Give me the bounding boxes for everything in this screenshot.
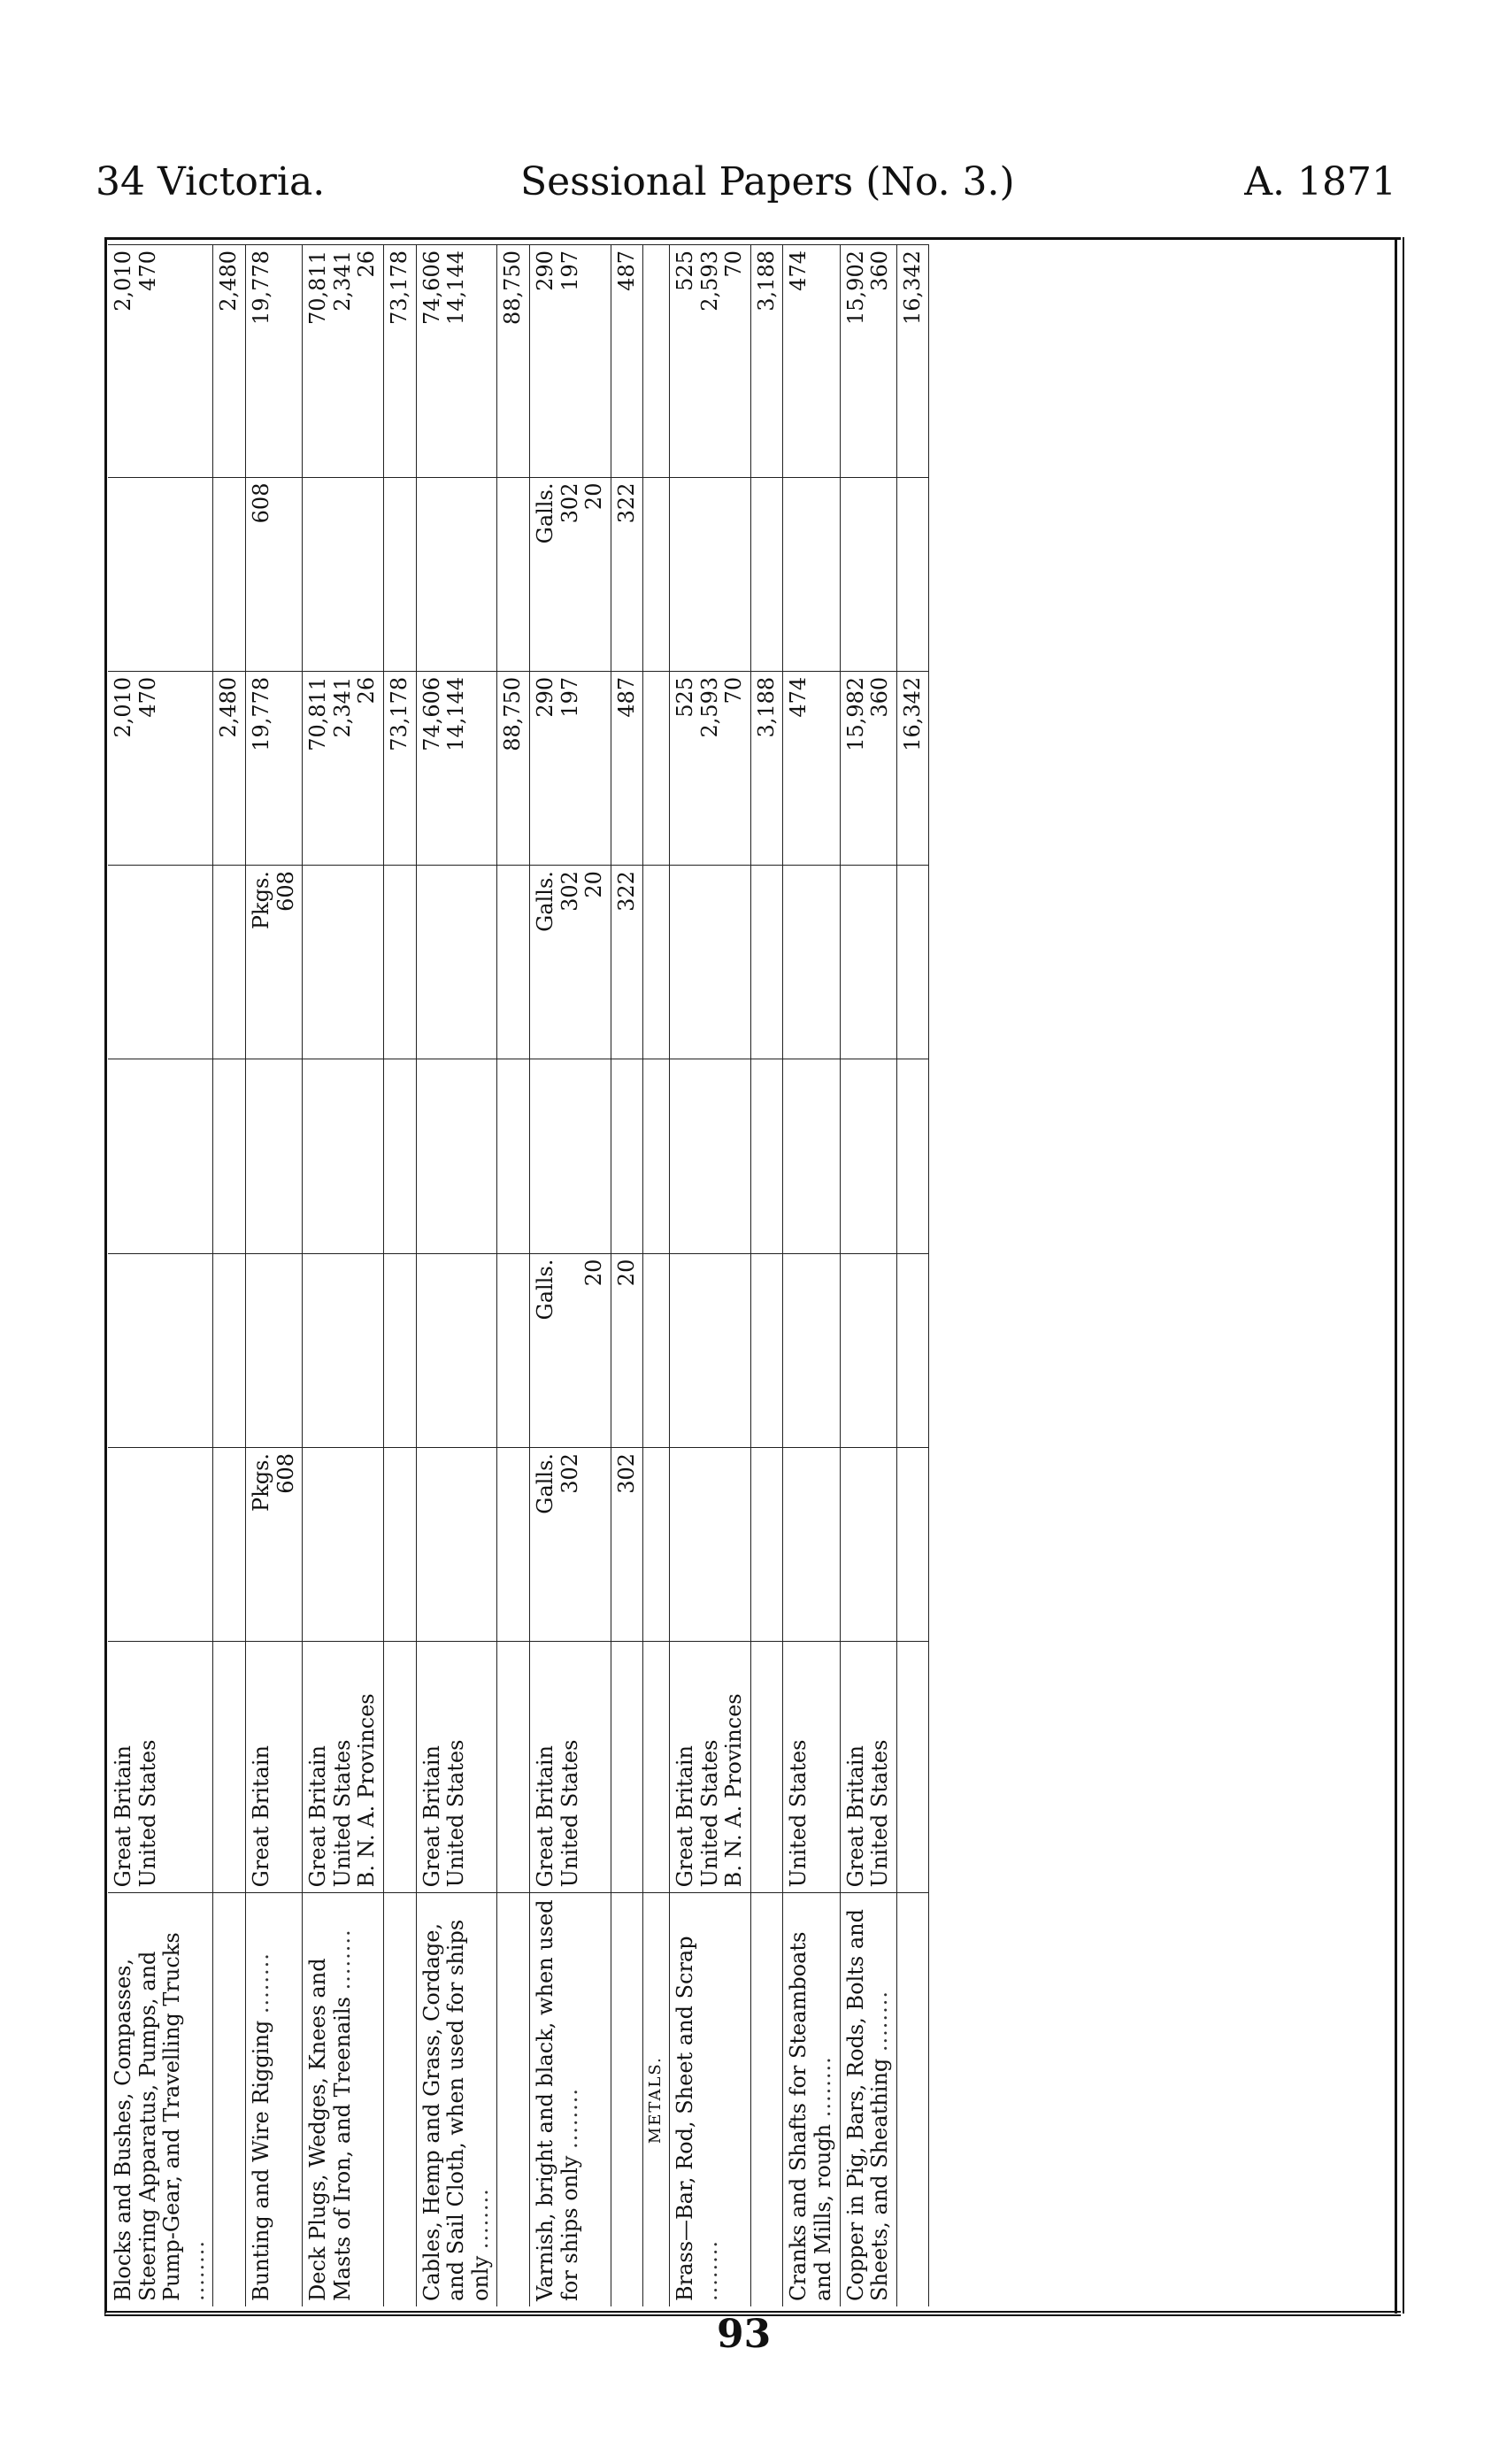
- c5-value: 14,144: [443, 676, 469, 751]
- value-cell-c3: [669, 1059, 750, 1253]
- value-cell-c1: [783, 1447, 840, 1641]
- country-cell: [108, 1642, 213, 1893]
- total-cell-c1: [750, 1447, 783, 1641]
- c1-unit: Pkgs.: [248, 1452, 273, 1512]
- total-row: [611, 245, 643, 2307]
- country-value: Great Britain: [248, 1745, 273, 1888]
- total-cell-c7: 2,480: [213, 245, 246, 478]
- country-value: United States: [329, 1739, 355, 1888]
- c7-value: 70: [721, 250, 747, 278]
- ledger-body: [108, 245, 929, 2307]
- value-cell-c6: [529, 477, 611, 671]
- value-cell-c6: [669, 477, 750, 671]
- value-cell-c6: [303, 477, 384, 671]
- total-country-cell: [750, 1642, 783, 1893]
- c7-value: 360: [867, 250, 893, 291]
- table-frame-edge: [1395, 237, 1404, 2314]
- value-cell-c4: [303, 866, 384, 1059]
- total-country-cell: [383, 1642, 416, 1893]
- c6-value: 20: [581, 482, 607, 511]
- article-cell: Bunting and Wire Rigging ........: [245, 1893, 302, 2306]
- total-cell-c3: [213, 1059, 246, 1253]
- total-cell-c6: [497, 477, 530, 671]
- value-cell-c4: [245, 866, 302, 1059]
- value-cell-c4: [783, 866, 840, 1059]
- country-value: Great Britain: [672, 1745, 697, 1888]
- c6-value: [136, 483, 161, 666]
- c5-value: 15,982: [842, 676, 868, 751]
- page-header: [96, 159, 1396, 212]
- c1-value: 302: [557, 1452, 582, 1494]
- c5-value: 360: [867, 676, 893, 718]
- country-value: Great Britain: [305, 1745, 331, 1888]
- header-title: Sessional Papers (No. 3.): [520, 159, 1015, 204]
- c3-value: [136, 1065, 161, 1247]
- article-cell: Brass—Bar, Rod, Sheet and Scrap ........: [669, 1893, 750, 2306]
- leader-dots: ........: [696, 2239, 722, 2301]
- country-value: B. N. A. Provinces: [354, 1693, 380, 1888]
- value-cell-c5: [245, 671, 302, 865]
- c7-value: 290: [532, 250, 557, 291]
- value-cell-c7: [669, 245, 750, 478]
- c5-value: 197: [557, 676, 582, 718]
- section-spacer: [643, 1059, 670, 1253]
- c7-value: 14,144: [443, 250, 469, 325]
- value-cell-c2: [840, 1253, 896, 1447]
- value-cell-c2: [669, 1253, 750, 1447]
- total-article-cell: [611, 1893, 643, 2306]
- value-cell-c7: [840, 245, 896, 478]
- total-cell-c6: [896, 477, 929, 671]
- total-country-cell: [611, 1642, 643, 1893]
- total-cell-c5: 3,188: [750, 671, 783, 865]
- leader-dots: ........: [329, 1929, 355, 1990]
- total-article-cell: [497, 1893, 530, 2306]
- value-cell-c3: [529, 1059, 611, 1253]
- total-cell-c6: [750, 477, 783, 671]
- leader-dots: ........: [867, 1990, 893, 2052]
- country-value: Great Britain: [532, 1745, 557, 1888]
- c3-value: [111, 1065, 136, 1247]
- total-cell-c2: [383, 1253, 416, 1447]
- c5-value: 474: [786, 676, 811, 718]
- c7-value: 474: [786, 250, 811, 291]
- value-cell-c5: [108, 671, 213, 865]
- value-cell-c5: [529, 671, 611, 865]
- c4-value: 302: [557, 871, 582, 912]
- c7-value: 2,010: [111, 250, 135, 312]
- total-row: [750, 245, 783, 2307]
- c1-value: [582, 1453, 607, 1636]
- value-cell-c3: [783, 1059, 840, 1253]
- c4-value: [136, 871, 161, 1053]
- article-cell: Varnish, bright and black, when used for ships only ........: [529, 1893, 611, 2306]
- country-value: B. N. A. Provinces: [721, 1693, 747, 1888]
- c7-value: 2,341: [329, 250, 355, 312]
- c2-value: [136, 1259, 161, 1442]
- value-cell-c3: [108, 1059, 213, 1253]
- article-cell: Copper in Pig, Bars, Rods, Bolts and Sheets, and Sheathing ........: [840, 1893, 896, 2306]
- c5-value: 70,811: [305, 676, 331, 751]
- section-spacer: [643, 671, 670, 865]
- total-cell-c6: [213, 477, 246, 671]
- country-value: United States: [135, 1739, 160, 1888]
- value-cell-c6: [245, 477, 302, 671]
- total-cell-c2: [750, 1253, 783, 1447]
- c4-value: 608: [273, 871, 298, 912]
- total-article-cell: [383, 1893, 416, 2306]
- value-cell-c3: [416, 1059, 497, 1253]
- total-cell-c1: [896, 1447, 929, 1641]
- section-heading: METALS.: [643, 1893, 670, 2306]
- article-cell: Blocks and Bushes, Compasses, Steering Apparatus, Pumps, and Pump-Gear, and Travelling Trucks ........: [108, 1893, 213, 2306]
- table-row: [529, 245, 611, 2307]
- c5-value: 74,606: [419, 676, 444, 751]
- c4-unit: Galls.: [532, 871, 557, 932]
- c7-value: 70,811: [305, 250, 331, 325]
- value-cell-c1: [416, 1447, 497, 1641]
- total-cell-c7: 16,342: [896, 245, 929, 478]
- value-cell-c2: [416, 1253, 497, 1447]
- c4-value: 20: [581, 871, 607, 898]
- value-cell-c5: [840, 671, 896, 865]
- total-cell-c4: 322: [611, 866, 643, 1059]
- total-cell-c2: [896, 1253, 929, 1447]
- value-cell-c7: [245, 245, 302, 478]
- leader-dots: ........: [557, 2088, 582, 2150]
- total-cell-c4: [896, 866, 929, 1059]
- value-cell-c1: [108, 1447, 213, 1641]
- value-cell-c6: [783, 477, 840, 671]
- value-cell-c3: [840, 1059, 896, 1253]
- value-cell-c4: [108, 866, 213, 1059]
- country-cell: [840, 1642, 896, 1893]
- section-spacer: [643, 1642, 670, 1893]
- total-cell-c1: [497, 1447, 530, 1641]
- total-cell-c1: 302: [611, 1447, 643, 1641]
- country-value: Great Britain: [111, 1745, 135, 1888]
- value-cell-c1: [245, 1447, 302, 1641]
- total-country-cell: [896, 1642, 929, 1893]
- value-cell-c5: [783, 671, 840, 865]
- country-cell: [303, 1642, 384, 1893]
- value-cell-c4: [669, 866, 750, 1059]
- c1-value: [111, 1453, 136, 1636]
- c5-value: 26: [354, 676, 380, 705]
- value-cell-c1: [840, 1447, 896, 1641]
- total-cell-c1: [383, 1447, 416, 1641]
- value-cell-c7: [303, 245, 384, 478]
- section-row: [643, 245, 670, 2307]
- value-cell-c5: [416, 671, 497, 865]
- c5-value: 470: [135, 676, 160, 718]
- value-cell-c3: [303, 1059, 384, 1253]
- total-article-cell: [213, 1893, 246, 2306]
- total-cell-c7: 3,188: [750, 245, 783, 478]
- c4-unit: Pkgs.: [248, 871, 273, 930]
- c5-value: 2,593: [696, 676, 722, 738]
- value-cell-c2: [783, 1253, 840, 1447]
- value-cell-c6: [416, 477, 497, 671]
- value-cell-c2: [529, 1253, 611, 1447]
- table-row: [416, 245, 497, 2307]
- article-cell: Cranks and Shafts for Steamboats and Mills, rough ........: [783, 1893, 840, 2306]
- section-spacer: [643, 1447, 670, 1641]
- value-cell-c5: [669, 671, 750, 865]
- article-cell: Deck Plugs, Wedges, Knees and Masts of Iron, and Treenails ........: [303, 1893, 384, 2306]
- value-cell-c1: [669, 1447, 750, 1641]
- c7-value: 197: [557, 250, 582, 291]
- c7-value: 19,778: [248, 250, 273, 325]
- total-cell-c4: [213, 866, 246, 1059]
- country-value: Great Britain: [842, 1745, 868, 1888]
- total-cell-c1: [213, 1447, 246, 1641]
- value-cell-c7: [416, 245, 497, 478]
- total-country-cell: [213, 1642, 246, 1893]
- total-cell-c3: [896, 1059, 929, 1253]
- c7-value: 2,593: [696, 250, 722, 312]
- country-value: United States: [443, 1739, 469, 1888]
- c1-value: [136, 1453, 161, 1636]
- c5-value: 70: [721, 676, 747, 705]
- total-cell-c7: 88,750: [497, 245, 530, 478]
- value-cell-c7: [783, 245, 840, 478]
- value-cell-c7: [108, 245, 213, 478]
- c5-value: 19,778: [248, 676, 273, 751]
- c5-value: 525: [672, 676, 697, 718]
- value-cell-c5: [303, 671, 384, 865]
- total-cell-c4: [750, 866, 783, 1059]
- total-row: [213, 245, 246, 2307]
- value-cell-c2: [108, 1253, 213, 1447]
- c7-value: 525: [672, 250, 697, 291]
- total-cell-c3: [383, 1059, 416, 1253]
- table-row: [840, 245, 896, 2307]
- ledger-table: [108, 244, 929, 2306]
- c6-value: 608: [248, 482, 273, 524]
- c6-value: 302: [557, 482, 582, 524]
- country-value: United States: [557, 1739, 582, 1888]
- country-value: United States: [786, 1739, 811, 1888]
- leader-dots: ........: [810, 2056, 835, 2118]
- header-session: 34 Victoria.: [96, 159, 326, 204]
- value-cell-c6: [108, 477, 213, 671]
- country-value: United States: [696, 1739, 722, 1888]
- c5-value: 290: [532, 676, 557, 718]
- section-spacer: [643, 245, 670, 478]
- total-cell-c3: [497, 1059, 530, 1253]
- country-cell: [783, 1642, 840, 1893]
- c7-value: 26: [354, 250, 380, 278]
- leader-dots: ........: [467, 2188, 493, 2250]
- table-row: [669, 245, 750, 2307]
- total-row: [497, 245, 530, 2307]
- total-cell-c3: [611, 1059, 643, 1253]
- total-cell-c2: [497, 1253, 530, 1447]
- c1-value: 608: [273, 1452, 298, 1494]
- total-cell-c6: [383, 477, 416, 671]
- c6-value: [111, 483, 136, 666]
- c7-value: 470: [135, 250, 160, 291]
- leader-dots: ........: [248, 1952, 273, 2014]
- value-cell-c2: [245, 1253, 302, 1447]
- c4-value: [111, 871, 136, 1053]
- c2-value: 20: [581, 1259, 607, 1287]
- c7-value: 74,606: [419, 250, 444, 325]
- total-cell-c3: [750, 1059, 783, 1253]
- value-cell-c1: [303, 1447, 384, 1641]
- total-article-cell: [896, 1893, 929, 2306]
- country-value: United States: [867, 1739, 893, 1888]
- total-cell-c4: [383, 866, 416, 1059]
- country-value: Great Britain: [419, 1745, 444, 1888]
- table-row: [245, 245, 302, 2307]
- country-cell: [245, 1642, 302, 1893]
- total-cell-c2: [213, 1253, 246, 1447]
- header-year: A. 1871: [1244, 159, 1396, 204]
- table-row: [303, 245, 384, 2307]
- value-cell-c7: [529, 245, 611, 478]
- section-spacer: [643, 866, 670, 1059]
- c7-value: 15,902: [842, 250, 868, 325]
- page-number: 93: [717, 2312, 772, 2357]
- c1-unit: Galls.: [532, 1452, 557, 1514]
- total-cell-c2: 20: [611, 1253, 643, 1447]
- rotated-ledger: [108, 244, 1391, 2306]
- c2-unit: Galls.: [532, 1259, 557, 1321]
- section-spacer: [643, 1253, 670, 1447]
- value-cell-c6: [840, 477, 896, 671]
- c5-value: 2,341: [329, 676, 355, 738]
- c2-value: [111, 1259, 136, 1442]
- total-row: [896, 245, 929, 2307]
- value-cell-c4: [529, 866, 611, 1059]
- total-cell-c5: 2,480: [213, 671, 246, 865]
- total-country-cell: [497, 1642, 530, 1893]
- table-row: [108, 245, 213, 2307]
- section-spacer: [643, 477, 670, 671]
- total-cell-c6: 322: [611, 477, 643, 671]
- total-cell-c7: 73,178: [383, 245, 416, 478]
- table-row: [783, 245, 840, 2307]
- article-cell: Cables, Hemp and Grass, Cordage, and Sail Cloth, when used for ships only ........: [416, 1893, 497, 2306]
- total-cell-c5: 88,750: [497, 671, 530, 865]
- leader-dots: ........: [183, 2239, 209, 2301]
- total-cell-c7: 487: [611, 245, 643, 478]
- total-row: [383, 245, 416, 2307]
- value-cell-c4: [840, 866, 896, 1059]
- total-article-cell: [750, 1893, 783, 2306]
- value-cell-c2: [303, 1253, 384, 1447]
- total-cell-c5: 16,342: [896, 671, 929, 865]
- value-cell-c3: [245, 1059, 302, 1253]
- value-cell-c1: [529, 1447, 611, 1641]
- country-cell: [416, 1642, 497, 1893]
- country-cell: [529, 1642, 611, 1893]
- value-cell-c4: [416, 866, 497, 1059]
- country-cell: [669, 1642, 750, 1893]
- c6-unit: Galls.: [532, 482, 557, 544]
- total-cell-c5: 73,178: [383, 671, 416, 865]
- c2-value: [558, 1259, 583, 1442]
- c5-value: 2,010: [111, 676, 135, 738]
- total-cell-c5: 487: [611, 671, 643, 865]
- total-cell-c4: [497, 866, 530, 1059]
